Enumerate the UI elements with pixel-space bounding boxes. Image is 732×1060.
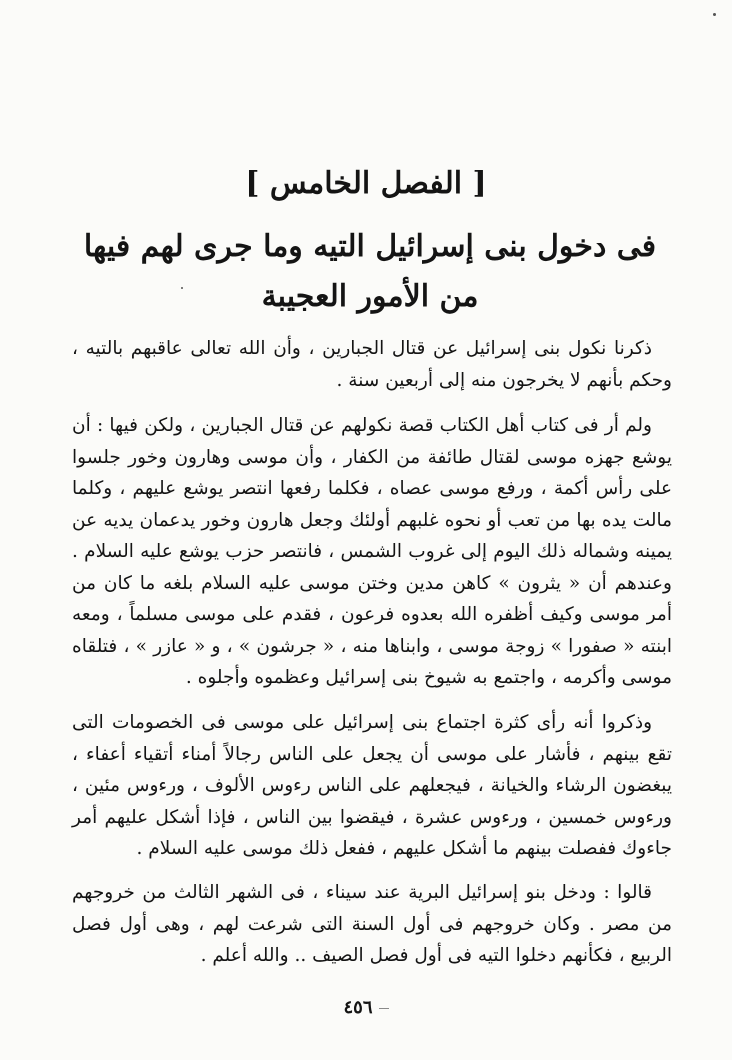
paragraph	[72, 877, 672, 972]
chapter-title: فى دخول بنى إسرائيل التيه وما جرى لهم فيها من الأمور العجيبة	[83, 229, 657, 314]
scan-speck	[713, 13, 716, 16]
paragraph	[72, 410, 672, 694]
paragraph-text: وذكروا أنه رأى كثرة اجتماع بنى إسرائيل على موسى فى الخصومات التى تقع بينهم ، فأشار على موسى أن يجعل على الناس رجالاً أمناء أتقياء أعفاء ، يبغضون الرشاء والخيانة ، فيجعلهم على الناس رءوس الألوف ، ورءوس مئين ، ورءوس خمسين ، ورءوس عشرة ، فيقضوا بين الناس ، فإذا أشكل عليهم أمر جاءوك ففصلت بينهم ما أشكل عليهم ، ففعل ذلك موسى عليه السلام .	[72, 712, 672, 859]
paragraph-text: ولم أر فى كتاب أهل الكتاب قصة نكولهم عن قتال الجبارين ، ولكن فيها : أن يوشع جهزه موسى لقتال طائفة من الكفار ، وأن موسى وهارون وخور جلسوا على رأس أكمة ، ورفع موسى عصاه ، فكلما رفعها انتصر يوشع عليهم ، وكلما مالت يده بها من تعب أو نحوه غلبهم أولئك وجعل هارون وخور يدعمان يديه عن يمينه وشماله ذلك اليوم إلى غروب الشمس ، فانتصر حزب يوشع عليه السلام . وعندهم أن « يثرون » كاهن مدين وختن موسى عليه السلام بلغه ما كان من أمر موسى وكيف أظفره الله بعدوه فرعون ، فقدم على موسى مسلماً ، ومعه ابنته « صفورا » زوجة موسى ، وابناها منه ، « جرشون » ، و « عازر » ، فتلقاه موسى وأكرمه ، واجتمع به شيوخ بنى إسرائيل وعظموه وأجلوه .	[72, 415, 672, 688]
page-number: ٤٥٦	[0, 997, 732, 1018]
paragraph	[72, 333, 672, 396]
chapter-label: [ الفصل الخامس ]	[245, 166, 487, 201]
paragraph-text: ذكرنا نكول بنى إسرائيل عن قتال الجبارين ، وأن الله تعالى عاقبهم بالتيه ، وحكم بأنهم لا يخرجون منه إلى أربعين سنة .	[72, 338, 672, 391]
scan-speck	[181, 287, 183, 289]
paragraph-text: قالوا : ودخل بنو إسرائيل البرية عند سيناء ، فى الشهر الثالث من خروجهم من مصر . وكان خروجهم فى أول السنة التى شرعت لهم ، وهى أول فصل الربيع ، فكأنهم دخلوا التيه فى أول فصل الصيف .. والله أعلم .	[72, 882, 672, 966]
paragraph	[72, 707, 672, 865]
